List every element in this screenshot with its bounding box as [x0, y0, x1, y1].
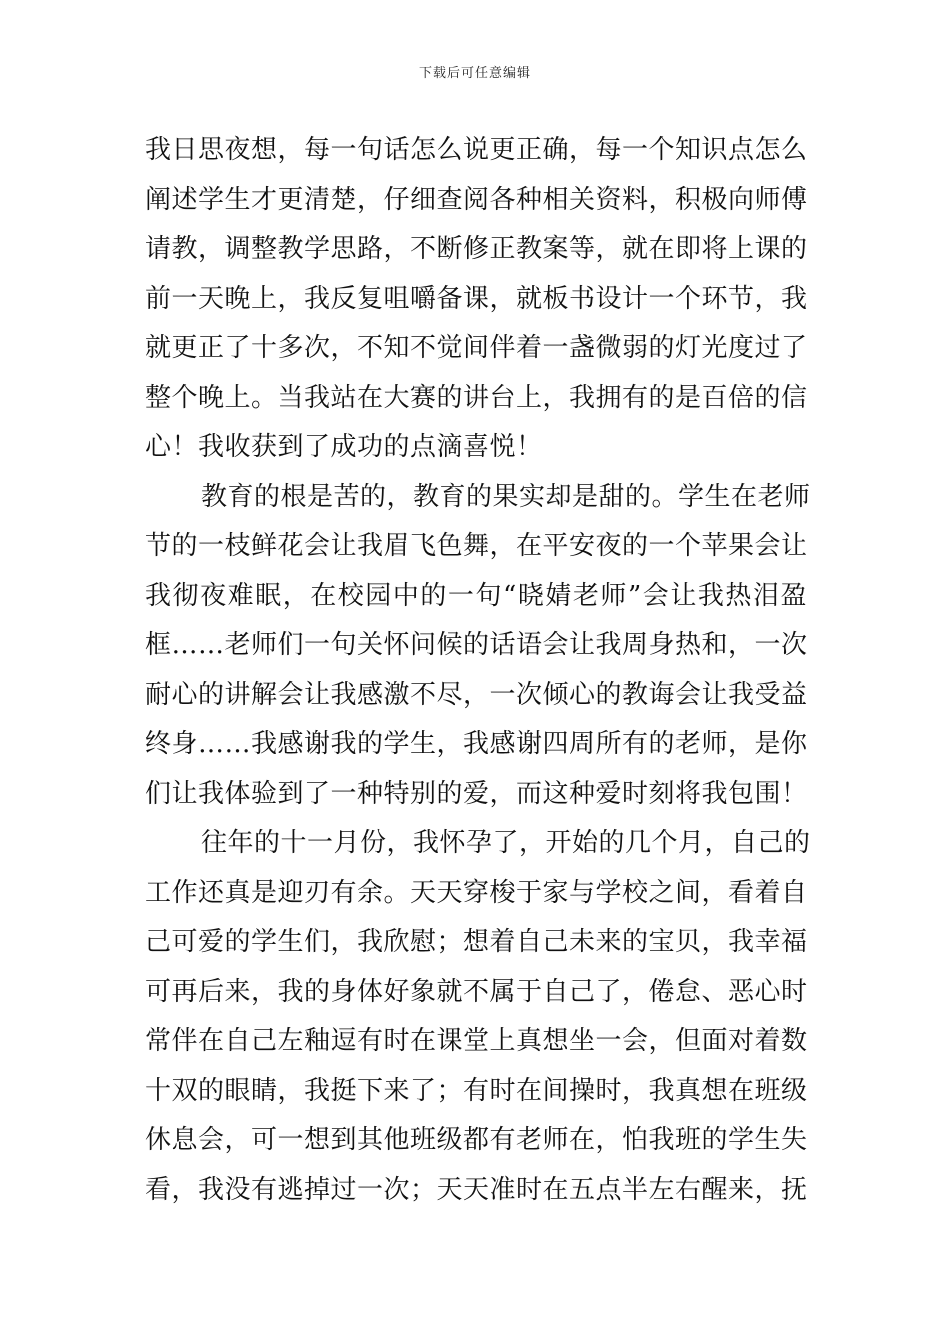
text-line: 休息会，可一想到其他班级都有老师在，怕我班的学生失: [145, 1125, 808, 1155]
text-line: 十双的眼睛，我挺下来了；有时在间操时，我真想在班级: [145, 1075, 808, 1106]
text-line: 们让我体验到了一种特别的爱，而这种爱时刻将我包围！: [145, 778, 808, 809]
paragraph-1: [145, 126, 807, 473]
paragraph-2: [145, 473, 811, 820]
text-line: 常伴在自己左釉逗有时在课堂上真想坐一会，但面对着数: [145, 1026, 808, 1056]
page-header: 下载后可任意编辑: [418, 66, 531, 81]
text-line: 节的一枝鲜花会让我眉飞色舞，在平安夜的一个苹果会让: [145, 531, 808, 561]
text-line: 我彻夜难眠，在校园中的一句“晓婧老师”会让我热泪盈: [145, 580, 807, 611]
text-line: 心！我收获到了成功的点滴喜悦！: [145, 432, 543, 462]
text-line: 终身……我感谢我的学生，我感谢四周所有的老师，是你: [145, 729, 808, 759]
text-line: 框……老师们一句关怀问候的话语会让我周身热和，一次: [145, 630, 808, 660]
text-line: 往年的十一月份，我怀孕了，开始的几个月，自己的: [201, 828, 811, 858]
text-line: 耐心的讲解会让我感激不尽，一次倾心的教诲会让我受益: [145, 679, 808, 710]
text-line: 阐述学生才更清楚，仔细查阅各种相关资料，积极向师傅: [145, 184, 808, 215]
text-line: 整个晚上。当我站在大赛的讲台上，我拥有的是百倍的信: [145, 382, 808, 413]
document-body: [145, 126, 811, 1215]
text-line: 教育的根是苦的，教育的果实却是甜的。学生在老师: [201, 481, 811, 512]
text-line: 工作还真是迎刃有余。天天穿梭于家与学校之间，看着自: [145, 877, 808, 908]
text-line: 请教，调整教学思路，不断修正教案等，就在即将上课的: [145, 234, 808, 264]
text-line: 我日思夜想，每一句话怎么说更正确，每一个知识点怎么: [145, 135, 808, 165]
paragraph-3: [145, 819, 811, 1215]
text-line: 己可爱的学生们，我欣慰；想着自己未来的宝贝，我幸福: [145, 927, 808, 957]
text-line: 前一天晚上，我反复咀嚼备课，就板书设计一个环节，我: [145, 283, 808, 314]
text-line: 就更正了十多次，不知不觉间伴着一盏微弱的灯光度过了: [145, 333, 808, 363]
text-line: 看，我没有逃掉过一次；天天准时在五点半左右醒来，抚: [145, 1174, 808, 1205]
text-line: 可再后来，我的身体好象就不属于自己了，倦怠、恶心时: [145, 976, 808, 1007]
